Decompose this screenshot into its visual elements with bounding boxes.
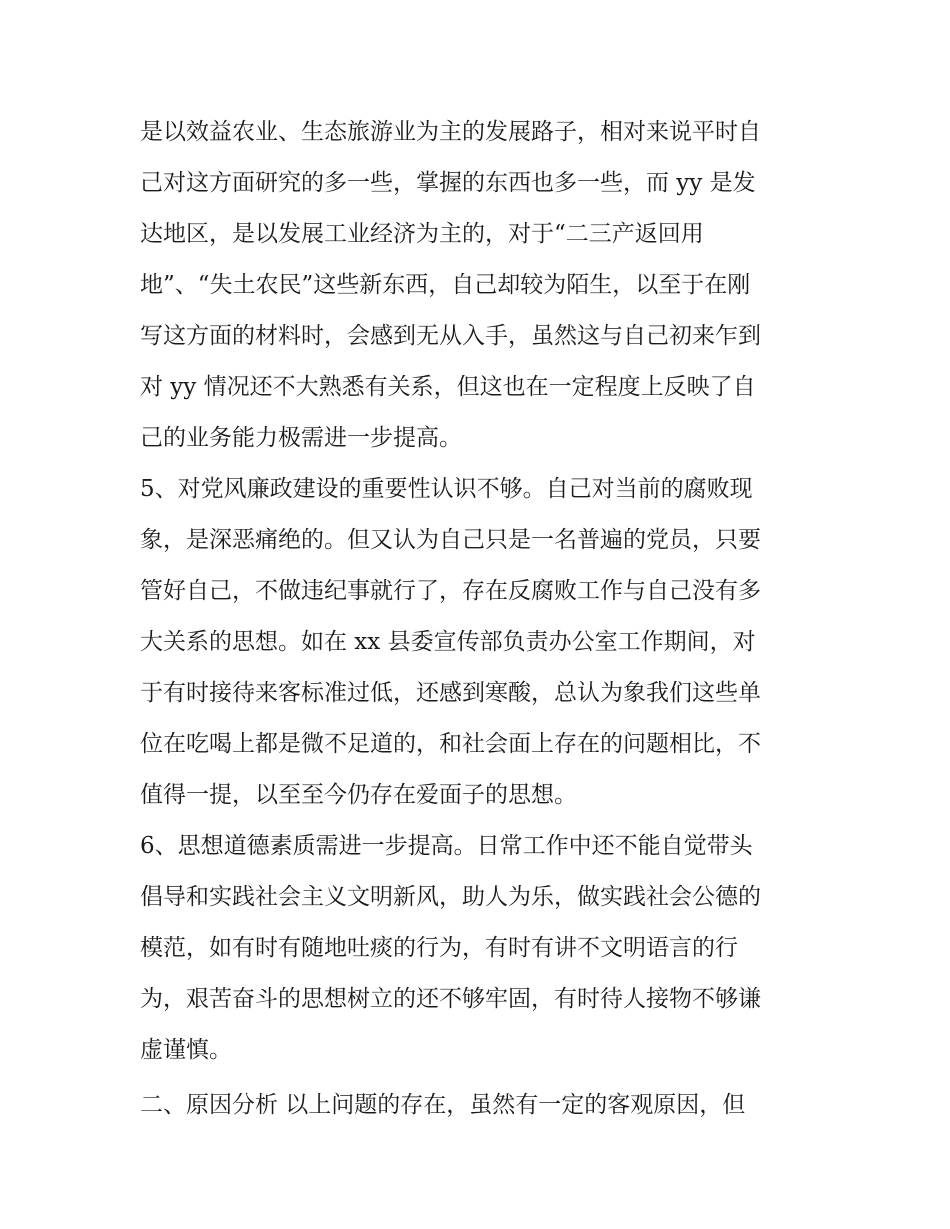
text-line: 是以效益农业、生态旅游业为主的发展路子，相对来说平时自 bbox=[140, 119, 761, 145]
text-line: 象，是深恶痛绝的。但又认为自己只是一名普遍的党员，只要 bbox=[140, 527, 761, 553]
document-body bbox=[140, 107, 830, 1131]
text-line: 己的业务能力极需进一步提高。 bbox=[140, 425, 462, 451]
text-line: 5、对党风廉政建设的重要性认识不够。自己对当前的腐败现 bbox=[140, 476, 753, 502]
text-line: 模范，如有时有随地吐痰的行为，有时有讲不文明语言的行 bbox=[140, 935, 738, 961]
text-line: 于有时接待来客标准过低，还感到寒酸，总认为象我们这些单 bbox=[140, 680, 761, 706]
text-line: 为，艰苦奋斗的思想树立的还不够牢固，有时待人接物不够谦 bbox=[140, 986, 761, 1012]
text-line: 值得一提，以至至今仍存在爱面子的思想。 bbox=[140, 782, 577, 808]
text-line: 达地区，是以发展工业经济为主的，对于“二三产返回用 bbox=[140, 221, 704, 247]
text-line: 6、思想道德素质需进一步提高。日常工作中还不能自觉带头 bbox=[140, 833, 753, 859]
text-line: 倡导和实践社会主义文明新风，助人为乐，做实践社会公德的 bbox=[140, 884, 761, 910]
text-line: 地”、“失土农民”这些新东西，自己却较为陌生，以至于在刚 bbox=[140, 272, 751, 298]
text-line: 大关系的思想。如在 xx 县委宣传部负责办公室工作期间，对 bbox=[140, 629, 756, 655]
text-line: 对 yy 情况还不大熟悉有关系，但这也在一定程度上反映了自 bbox=[140, 374, 756, 400]
text-line: 管好自己，不做违纪事就行了，存在反腐败工作与自己没有多 bbox=[140, 578, 761, 604]
section-heading-line: 二、原因分析 以上问题的存在，虽然有一定的客观原因，但 bbox=[140, 1092, 746, 1118]
text-line: 虚谨慎。 bbox=[140, 1037, 232, 1063]
text-line: 位在吃喝上都是微不足道的，和社会面上存在的问题相比，不 bbox=[140, 731, 761, 757]
text-line: 己对这方面研究的多一些，掌握的东西也多一些，而 yy 是发 bbox=[140, 170, 756, 196]
text-line: 写这方面的材料时，会感到无从入手，虽然这与自己初来乍到 bbox=[140, 323, 761, 349]
